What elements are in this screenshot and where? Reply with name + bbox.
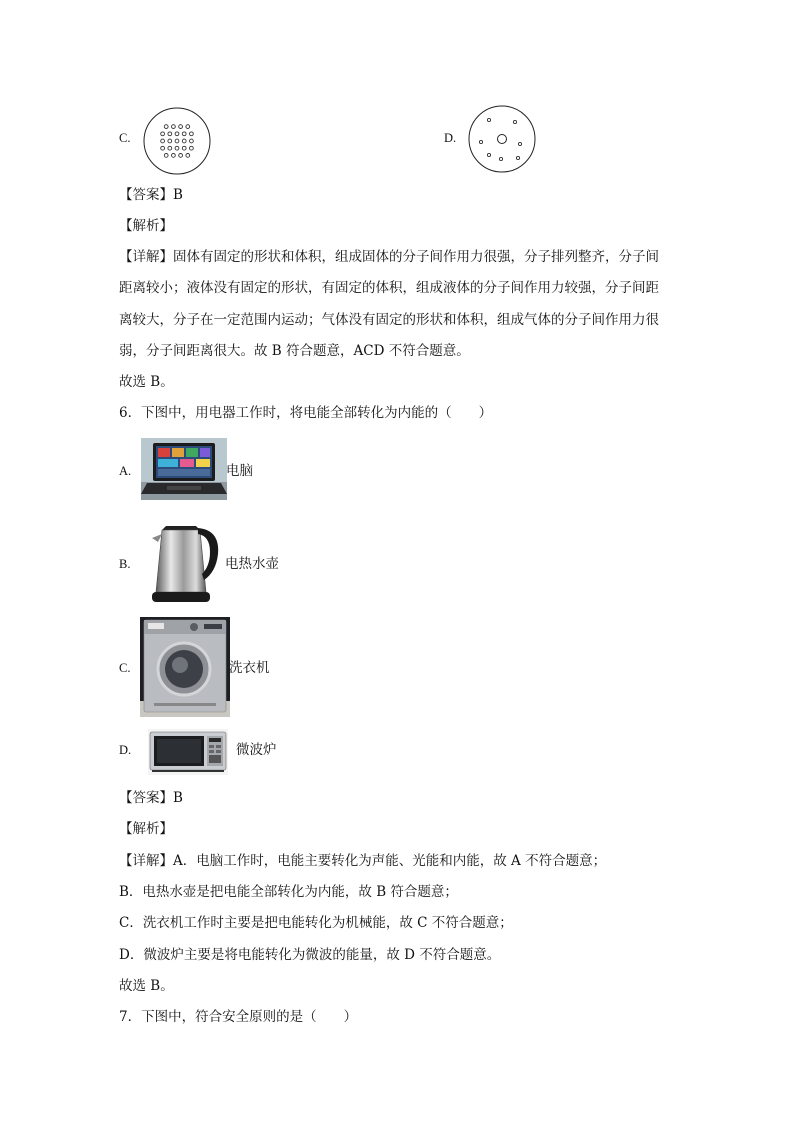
laptop-image (141, 438, 227, 500)
solid-molecule-dot (164, 154, 168, 158)
solid-molecule-dot (164, 125, 168, 129)
electric-kettle-image (148, 520, 224, 606)
q6-option-d-text: 微波炉 (236, 742, 277, 758)
q5-conclusion: 故选 B。 (119, 374, 174, 390)
solid-molecule-dot (161, 139, 165, 143)
q6-option-a-label: A. (119, 464, 132, 478)
q6-question: 6．下图中，用电器工作时，将电能全部转化为内能的（ ） (119, 405, 493, 421)
q5-detail-line: 【详解】固体有固定的形状和体积，组成固体的分子间作用力很强，分子排列整齐，分子间 (119, 249, 659, 265)
solid-molecule-dot (175, 146, 179, 150)
gas-molecules-diagram (467, 104, 537, 174)
q6-option-c-text: 洗衣机 (229, 660, 270, 676)
solid-molecule-dot (161, 146, 165, 150)
q6-detail-line: C．洗衣机工作时主要是把电能转化为机械能，故 C 不符合题意； (119, 915, 513, 931)
solid-molecule-dot (182, 146, 186, 150)
q6-answer: 【答案】B (119, 790, 183, 806)
solid-molecule-dot (172, 154, 176, 158)
q5-detail-line: 弱，分子间距离很大。故 B 符合题意，ACD 不符合题意。 (119, 343, 470, 359)
solid-molecule-dot (182, 139, 186, 143)
q6-detail-line: 【详解】A．电脑工作时，电能主要转化为声能、光能和内能，故 A 不符合题意； (119, 853, 607, 869)
q6-option-d-label: D. (119, 743, 132, 757)
solid-molecule-dot (175, 132, 179, 136)
q5-detail-line: 离较大，分子在一定范围内运动；气体没有固定的形状和体积，组成气体的分子间作用力很 (119, 312, 659, 328)
q5-answer: 【答案】B (119, 187, 183, 203)
q5-option-d-label: D. (444, 131, 457, 145)
solid-molecule-dot (161, 132, 165, 136)
washing-machine-image (140, 617, 230, 717)
solid-molecules-diagram (142, 106, 212, 176)
solid-molecule-dot (182, 132, 186, 136)
solid-molecule-dot (168, 132, 172, 136)
solid-molecule-dot (168, 139, 172, 143)
q6-detail-line: D．微波炉主要是将电能转化为微波的能量，故 D 不符合题意。 (119, 947, 501, 963)
solid-molecule-dot (190, 139, 194, 143)
q6-analysis-heading: 【解析】 (119, 821, 173, 837)
q5-detail-line: 距离较小；液体没有固定的形状，有固定的体积，组成液体的分子间作用力较强，分子间距 (119, 280, 659, 296)
q6-option-b-label: B. (119, 557, 131, 571)
q6-option-b-text: 电热水壶 (225, 556, 279, 572)
microwave-image (148, 729, 228, 775)
q6-option-c-label: C. (119, 661, 131, 675)
solid-molecule-dot (172, 125, 176, 129)
solid-molecule-dot (179, 125, 183, 129)
solid-molecule-dot (186, 125, 190, 129)
q6-conclusion: 故选 B。 (119, 978, 174, 994)
solid-molecule-dot (190, 132, 194, 136)
q7-question: 7．下图中，符合安全原则的是（ ） (119, 1009, 358, 1025)
q5-analysis-heading: 【解析】 (119, 218, 173, 234)
solid-molecule-dot (168, 146, 172, 150)
q5-option-c-label: C. (119, 131, 131, 145)
q6-detail-line: B．电热水壶是把电能全部转化为内能，故 B 符合题意； (119, 884, 458, 900)
q6-option-a-text: 电脑 (226, 463, 253, 479)
solid-molecule-dot (190, 146, 194, 150)
solid-molecule-dot (186, 154, 190, 158)
solid-molecule-dot (175, 139, 179, 143)
solid-molecule-dot (179, 154, 183, 158)
